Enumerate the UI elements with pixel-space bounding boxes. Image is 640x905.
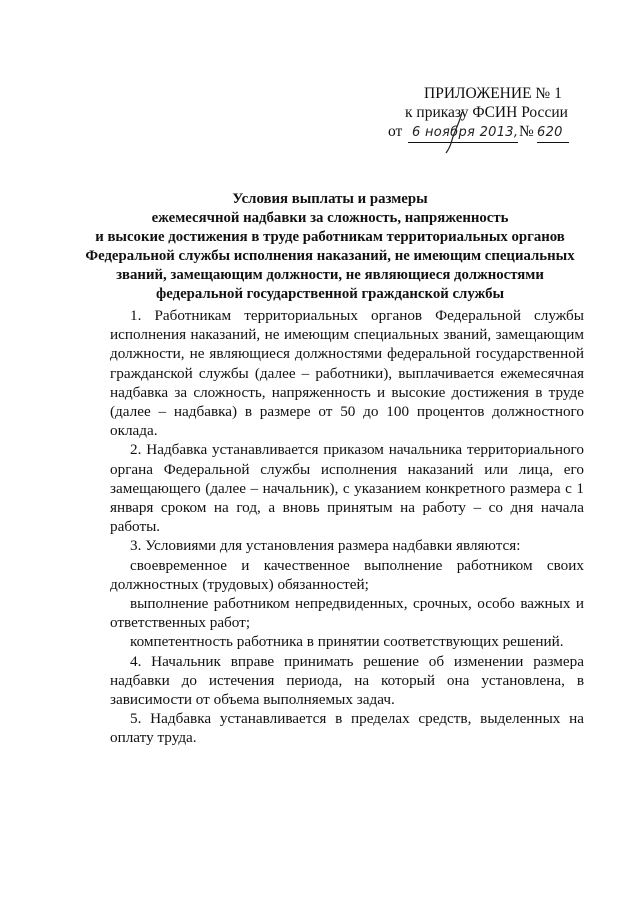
annex-header bbox=[388, 84, 608, 144]
paragraph-5: 5. Надбавка устанавливается в пределах средств, выделенных на оплату труда. bbox=[110, 710, 584, 747]
title-line: Условия выплаты и размеры bbox=[232, 191, 428, 207]
annex-from-label: от bbox=[388, 123, 403, 140]
paragraph-1: 1. Работникам территориальных органов Федеральной службы исполнения наказаний, не имеющим специальных званий, замещающим должности, не являющиеся должностями федеральной государственной гражданской службы (далее – работники), выплачивается ежемесячная надбавка за сложность, напряженность и высокие достижения в труде (далее – надбавка) в размере от 50 до 100 процентов должностного оклада. bbox=[110, 307, 584, 440]
condition-item: компетентность работника в принятии соответствующих решений. bbox=[130, 633, 564, 651]
handwritten-date: 6 ноября 2013, bbox=[408, 123, 518, 143]
document-title bbox=[70, 190, 590, 304]
paragraph-3: 3. Условиями для установления размера надбавки являются: bbox=[130, 537, 521, 555]
title-line: званий, замещающим должности, не являющиеся должностями bbox=[116, 267, 544, 283]
handwritten-number: 620 bbox=[537, 123, 569, 143]
paragraph-2: 2. Надбавка устанавливается приказом начальника территориального органа Федеральной службы исполнения наказаний или лица, его замещающего (далее – начальник), с указанием конкретного размера с 1 января сроком на год, а вновь принятым на работу – со дня начала работы. bbox=[110, 441, 584, 536]
annex-order-ref: к приказу ФСИН России bbox=[405, 104, 568, 121]
title-line: ежемесячной надбавки за сложность, напряженность bbox=[151, 210, 509, 226]
document-body bbox=[110, 306, 584, 748]
paragraph-4: 4. Начальник вправе принимать решение об изменении размера надбавки до истечения периода, на который она установлена, в зависимости от объема выполняемых задач. bbox=[110, 652, 584, 709]
title-line: Федеральной службы исполнения наказаний, не имеющим специальных bbox=[85, 248, 575, 264]
title-line: и высокие достижения в труде работникам территориальных органов bbox=[95, 229, 565, 245]
title-line: федеральной государственной гражданской службы bbox=[155, 286, 505, 302]
condition-item: своевременное и качественное выполнение работником своих должностных (трудовых) обязанностей; bbox=[110, 556, 584, 593]
annex-date-number-line bbox=[388, 122, 608, 144]
annex-number-label: № bbox=[519, 123, 534, 140]
condition-item: выполнение работником непредвиденных, срочных, особо важных и ответственных работ; bbox=[110, 595, 584, 632]
pen-stroke-mark bbox=[440, 110, 470, 154]
annex-title: ПРИЛОЖЕНИЕ № 1 bbox=[424, 85, 562, 102]
